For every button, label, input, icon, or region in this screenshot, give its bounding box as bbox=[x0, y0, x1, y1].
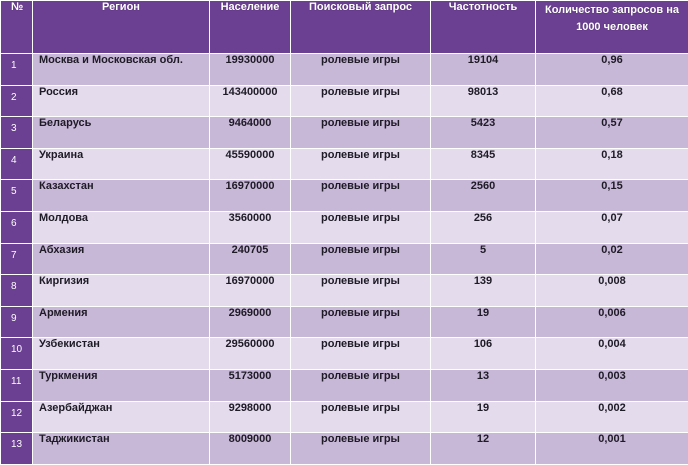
header-region: Регион bbox=[33, 1, 210, 54]
population-cell: 240705 bbox=[210, 243, 291, 275]
region-cell: Киргизия bbox=[33, 275, 210, 307]
query-cell: ролевые игры bbox=[291, 180, 431, 212]
per-1000-cell: 0,006 bbox=[536, 306, 688, 338]
region-cell: Россия bbox=[33, 85, 210, 117]
header-num: № bbox=[1, 1, 33, 54]
population-cell: 16970000 bbox=[210, 275, 291, 307]
table-row bbox=[1, 306, 688, 338]
query-cell: ролевые игры bbox=[291, 148, 431, 180]
per-1000-cell: 0,02 bbox=[536, 243, 688, 275]
header-per-1000: Количество запросов на 1000 человек bbox=[536, 1, 688, 54]
table-row bbox=[1, 85, 688, 117]
per-1000-cell: 0,003 bbox=[536, 369, 688, 401]
population-cell: 9464000 bbox=[210, 117, 291, 149]
query-cell: ролевые игры bbox=[291, 369, 431, 401]
query-cell: ролевые игры bbox=[291, 54, 431, 86]
region-cell: Таджикистан bbox=[33, 433, 210, 465]
table-row bbox=[1, 338, 688, 370]
row-number: 1 bbox=[1, 54, 33, 86]
table-body bbox=[1, 54, 688, 465]
table-row bbox=[1, 180, 688, 212]
region-cell: Абхазия bbox=[33, 243, 210, 275]
table-row bbox=[1, 401, 688, 433]
header-row bbox=[1, 1, 688, 54]
row-number: 13 bbox=[1, 433, 33, 465]
per-1000-cell: 0,008 bbox=[536, 275, 688, 307]
per-1000-cell: 0,57 bbox=[536, 117, 688, 149]
row-number: 11 bbox=[1, 369, 33, 401]
per-1000-cell: 0,004 bbox=[536, 338, 688, 370]
population-cell: 143400000 bbox=[210, 85, 291, 117]
table-row bbox=[1, 148, 688, 180]
region-cell: Азербайджан bbox=[33, 401, 210, 433]
population-cell: 8009000 bbox=[210, 433, 291, 465]
population-cell: 45590000 bbox=[210, 148, 291, 180]
row-number: 7 bbox=[1, 243, 33, 275]
per-1000-cell: 0,68 bbox=[536, 85, 688, 117]
header-query: Поисковый запрос bbox=[291, 1, 431, 54]
row-number: 10 bbox=[1, 338, 33, 370]
query-cell: ролевые игры bbox=[291, 275, 431, 307]
frequency-cell: 139 bbox=[431, 275, 536, 307]
population-cell: 16970000 bbox=[210, 180, 291, 212]
header-frequency: Частотность bbox=[431, 1, 536, 54]
query-cell: ролевые игры bbox=[291, 117, 431, 149]
table-row bbox=[1, 433, 688, 465]
frequency-cell: 2560 bbox=[431, 180, 536, 212]
header-population: Население bbox=[210, 1, 291, 54]
region-cell: Москва и Московская обл. bbox=[33, 54, 210, 86]
table-row bbox=[1, 54, 688, 86]
row-number: 8 bbox=[1, 275, 33, 307]
table-row bbox=[1, 243, 688, 275]
per-1000-cell: 0,18 bbox=[536, 148, 688, 180]
table-row bbox=[1, 211, 688, 243]
population-cell: 9298000 bbox=[210, 401, 291, 433]
population-cell: 3560000 bbox=[210, 211, 291, 243]
frequency-cell: 256 bbox=[431, 211, 536, 243]
per-1000-cell: 0,001 bbox=[536, 433, 688, 465]
row-number: 9 bbox=[1, 306, 33, 338]
region-cell: Туркмения bbox=[33, 369, 210, 401]
frequency-cell: 13 bbox=[431, 369, 536, 401]
population-cell: 2969000 bbox=[210, 306, 291, 338]
per-1000-cell: 0,07 bbox=[536, 211, 688, 243]
table-row bbox=[1, 369, 688, 401]
population-cell: 29560000 bbox=[210, 338, 291, 370]
row-number: 4 bbox=[1, 148, 33, 180]
row-number: 5 bbox=[1, 180, 33, 212]
query-cell: ролевые игры bbox=[291, 433, 431, 465]
table-row bbox=[1, 117, 688, 149]
frequency-cell: 19 bbox=[431, 306, 536, 338]
per-1000-cell: 0,15 bbox=[536, 180, 688, 212]
row-number: 6 bbox=[1, 211, 33, 243]
row-number: 2 bbox=[1, 85, 33, 117]
population-cell: 5173000 bbox=[210, 369, 291, 401]
query-cell: ролевые игры bbox=[291, 85, 431, 117]
frequency-cell: 98013 bbox=[431, 85, 536, 117]
per-1000-cell: 0,96 bbox=[536, 54, 688, 86]
population-cell: 19930000 bbox=[210, 54, 291, 86]
per-1000-cell: 0,002 bbox=[536, 401, 688, 433]
query-cell: ролевые игры bbox=[291, 338, 431, 370]
region-cell: Украина bbox=[33, 148, 210, 180]
region-cell: Беларусь bbox=[33, 117, 210, 149]
frequency-cell: 106 bbox=[431, 338, 536, 370]
region-cell: Армения bbox=[33, 306, 210, 338]
frequency-cell: 5423 bbox=[431, 117, 536, 149]
frequency-cell: 12 bbox=[431, 433, 536, 465]
frequency-cell: 19104 bbox=[431, 54, 536, 86]
region-cell: Молдова bbox=[33, 211, 210, 243]
query-cell: ролевые игры bbox=[291, 211, 431, 243]
frequency-cell: 5 bbox=[431, 243, 536, 275]
table-row bbox=[1, 275, 688, 307]
frequency-cell: 8345 bbox=[431, 148, 536, 180]
query-cell: ролевые игры bbox=[291, 306, 431, 338]
region-cell: Казахстан bbox=[33, 180, 210, 212]
row-number: 3 bbox=[1, 117, 33, 149]
row-number: 12 bbox=[1, 401, 33, 433]
region-cell: Узбекистан bbox=[33, 338, 210, 370]
query-cell: ролевые игры bbox=[291, 401, 431, 433]
query-cell: ролевые игры bbox=[291, 243, 431, 275]
frequency-cell: 19 bbox=[431, 401, 536, 433]
